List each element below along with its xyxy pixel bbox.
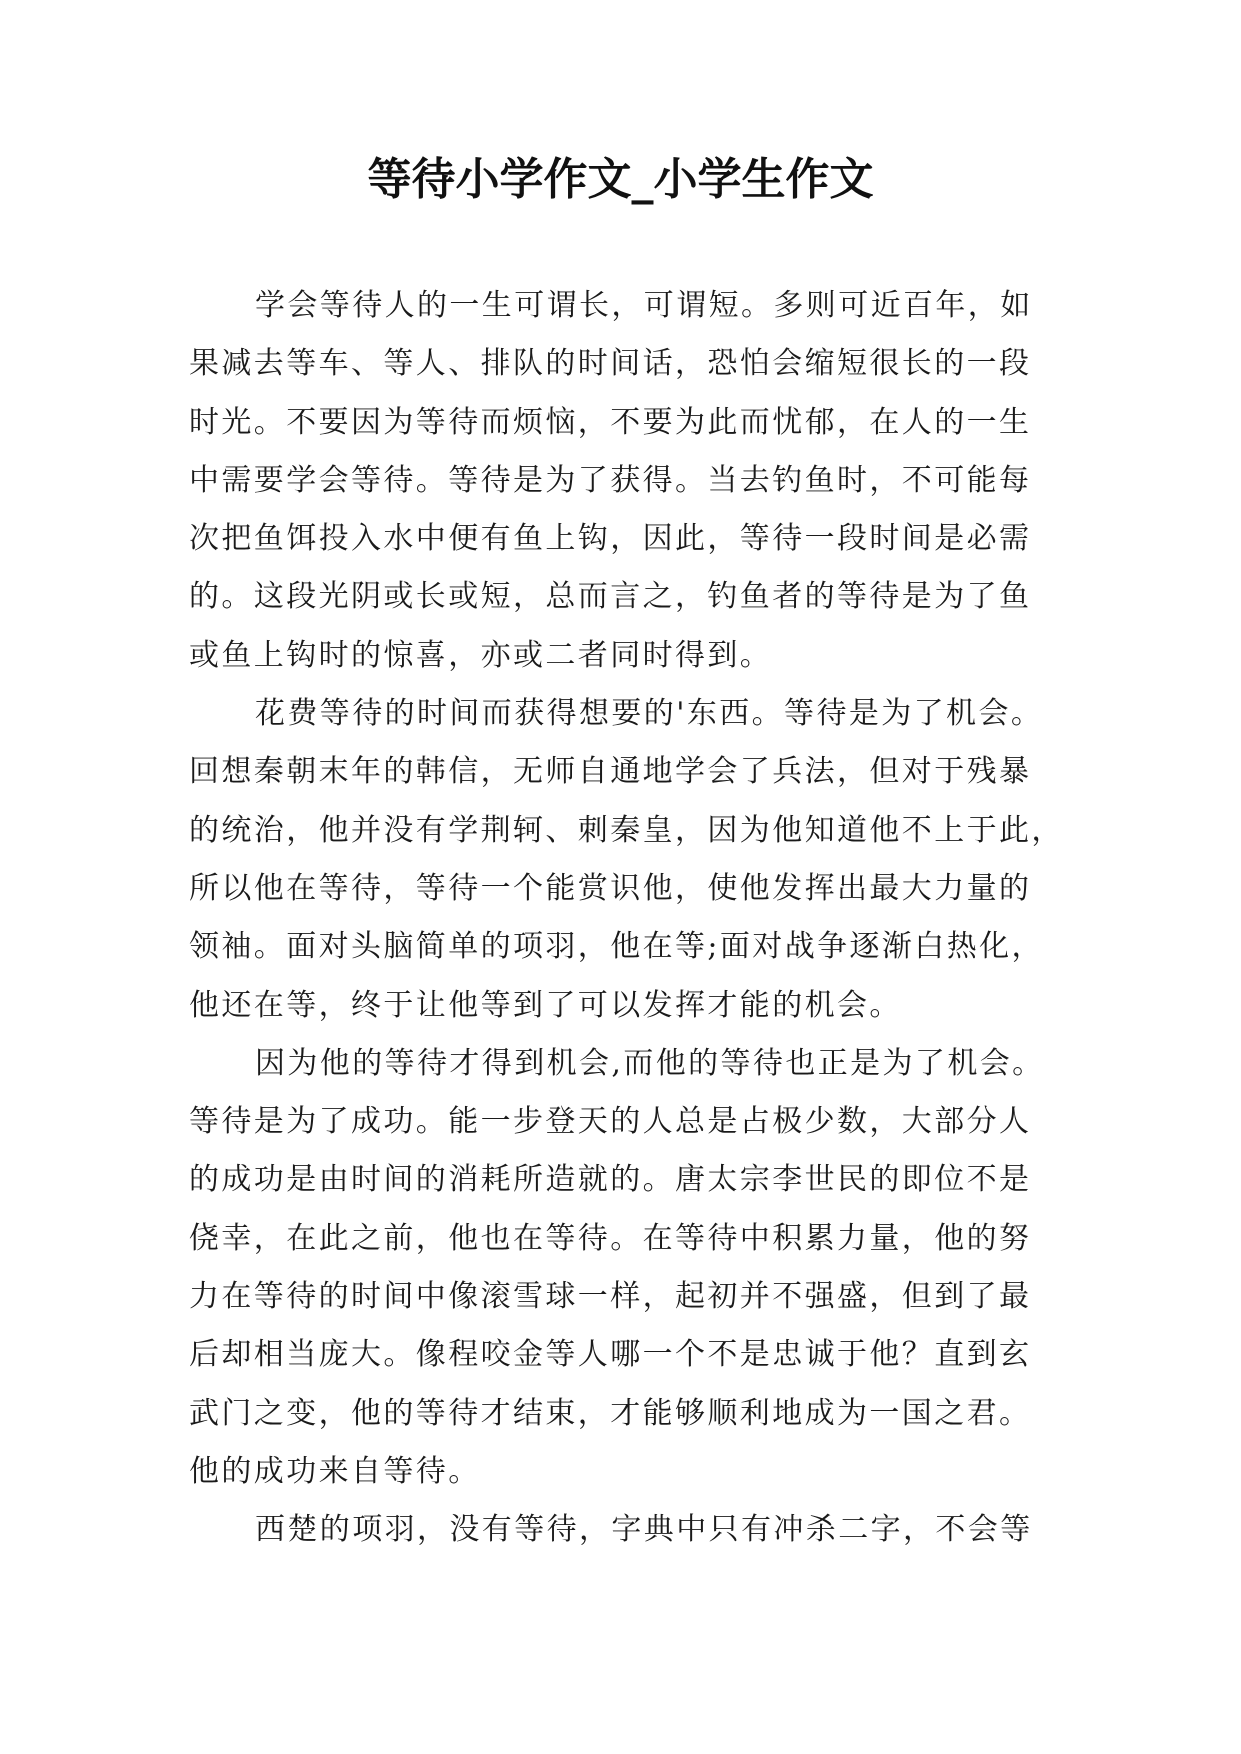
text-line: 侥幸，在此之前，他也在等待。在等待中积累力量，他的努 [189,1220,1032,1256]
text-line: 所以他在等待，等待一个能赏识他，使他发挥出最大力量的 [189,870,1032,906]
article-body [189,286,1109,1569]
text-line: 果减去等车、等人、排队的时间话，恐怕会缩短很长的一段 [189,346,1032,382]
text-line: 等待是为了成功。能一步登天的人总是占极少数，大部分人 [189,1104,1032,1140]
text-line: 他还在等，终于让他等到了可以发挥才能的机会。 [189,987,902,1023]
text-line: 或鱼上钩时的惊喜，亦或二者同时得到。 [189,637,773,673]
page-title: 等待小学作文_小学生作文 [367,154,874,205]
text-line: 的统治，他并没有学荆轲、刺秦皇，因为他知道他不上于此， [189,812,1064,848]
paragraph-first-line: 学会等待人的一生可谓长，可谓短。多则可近百年，如 [255,288,1033,323]
text-line: 时光。不要因为等待而烦恼，不要为此而忧郁，在人的一生 [189,404,1032,440]
paragraph-first-line: 西楚的项羽，没有等待，字典中只有冲杀二字，不会等 [255,1512,1033,1548]
text-line: 后却相当庞大。像程咬金等人哪一个不是忠诚于他？直到玄 [189,1337,1032,1373]
text-line: 武门之变，他的等待才结束，才能够顺利地成为一国之君。 [189,1395,1032,1431]
text-line: 的成功是由时间的消耗所造就的。唐太宗李世民的即位不是 [189,1162,1032,1198]
text-line: 力在等待的时间中像滚雪球一样，起初并不强盛，但到了最 [189,1279,1032,1315]
text-line: 回想秦朝末年的韩信，无师自通地学会了兵法，但对于残暴 [189,754,1032,790]
paragraph-first-line: 因为他的等待才得到机会,而他的等待也正是为了机会。 [255,1045,1045,1081]
text-line: 领袖。面对头脑简单的项羽，他在等;面对战争逐渐白热化， [189,929,1044,965]
text-line: 他的成功来自等待。 [189,1453,481,1489]
text-line: 中需要学会等待。等待是为了获得。当去钓鱼时，不可能每 [189,462,1032,498]
text-line: 次把鱼饵投入水中便有鱼上钩，因此，等待一段时间是必需 [189,521,1032,557]
text-line: 的。这段光阴或长或短，总而言之，钓鱼者的等待是为了鱼 [189,579,1032,615]
paragraph-first-line: 花费等待的时间而获得想要的'东西。等待是为了机会。 [255,696,1044,732]
